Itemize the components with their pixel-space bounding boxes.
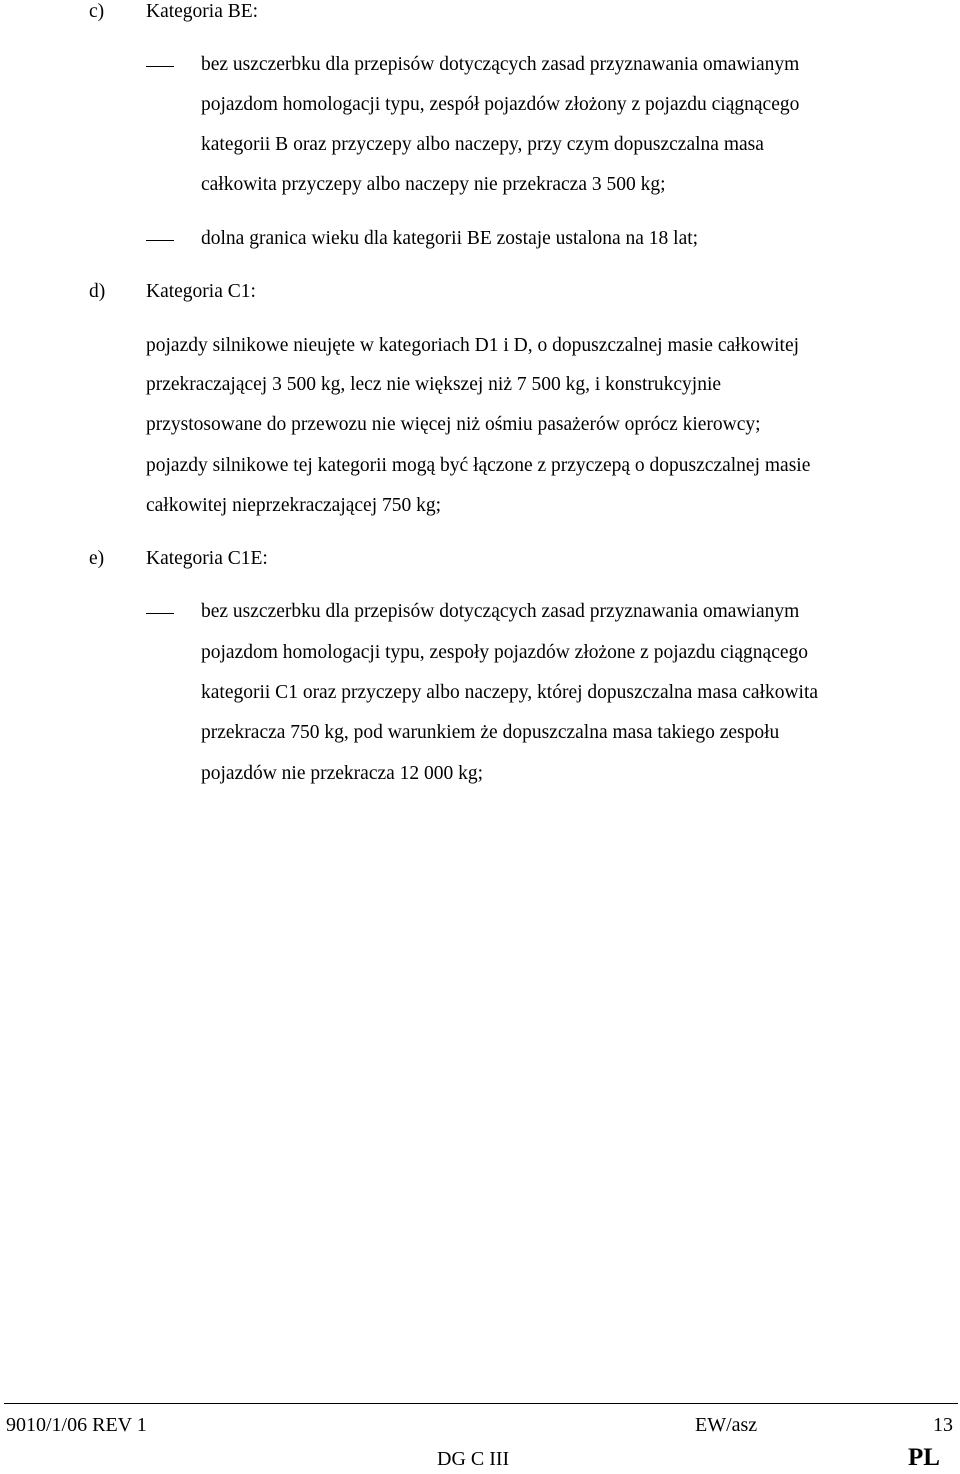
section-letter-c: c) (89, 1, 105, 22)
paragraph-line: przystosowane do przewozu nie więcej niż ośmiu pasażerów oprócz kierowcy; (146, 414, 761, 435)
footer-rule (4, 1403, 958, 1404)
section-title-d: Kategoria C1: (146, 281, 256, 302)
footer-dg: DG C III (437, 1448, 510, 1470)
list-item-line: pojazdów nie przekracza 12 000 kg; (201, 763, 484, 784)
section-letter-d: d) (89, 281, 106, 302)
list-item-line: pojazdom homologacji typu, zespoły pojazdów złożone z pojazdu ciągnącego (201, 642, 809, 663)
footer-initials: EW/asz (695, 1414, 758, 1436)
paragraph-line: pojazdy silnikowe tej kategorii mogą być łączone z przyczepą o dopuszczalnej masie (146, 455, 811, 476)
list-item-line: kategorii B oraz przyczepy albo naczepy, przy czym dopuszczalna masa (201, 134, 764, 155)
list-item-line: kategorii C1 oraz przyczepy albo naczepy, której dopuszczalna masa całkowita (201, 682, 819, 703)
paragraph-line: pojazdy silnikowe nieujęte w kategoriach D1 i D, o dopuszczalnej masie całkowitej (146, 335, 800, 356)
list-item-line: dolna granica wieku dla kategorii BE zostaje ustalona na 18 lat; (201, 228, 699, 249)
list-item-line: całkowita przyczepy albo naczepy nie przekracza 3 500 kg; (201, 174, 666, 195)
paragraph-line: całkowitej nieprzekraczającej 750 kg; (146, 495, 442, 516)
list-dash (146, 66, 174, 67)
list-dash (146, 613, 174, 614)
list-item-line: przekracza 750 kg, pod warunkiem że dopuszczalna masa takiego zespołu (201, 722, 780, 743)
section-title-e: Kategoria C1E: (146, 548, 268, 569)
list-dash (146, 240, 174, 241)
section-letter-e: e) (89, 548, 105, 569)
footer-language: PL (908, 1444, 940, 1471)
list-item-line: pojazdom homologacji typu, zespół pojazdów złożony z pojazdu ciągnącego (201, 94, 800, 115)
footer-doc-ref: 9010/1/06 REV 1 (6, 1414, 147, 1436)
section-title-c: Kategoria BE: (146, 1, 259, 22)
footer-page-number: 13 (933, 1414, 953, 1436)
list-item-line: bez uszczerbku dla przepisów dotyczących zasad przyznawania omawianym (201, 601, 800, 622)
list-item-line: bez uszczerbku dla przepisów dotyczących zasad przyznawania omawianym (201, 54, 800, 75)
paragraph-line: przekraczającej 3 500 kg, lecz nie większej niż 7 500 kg, i konstrukcyjnie (146, 374, 722, 395)
